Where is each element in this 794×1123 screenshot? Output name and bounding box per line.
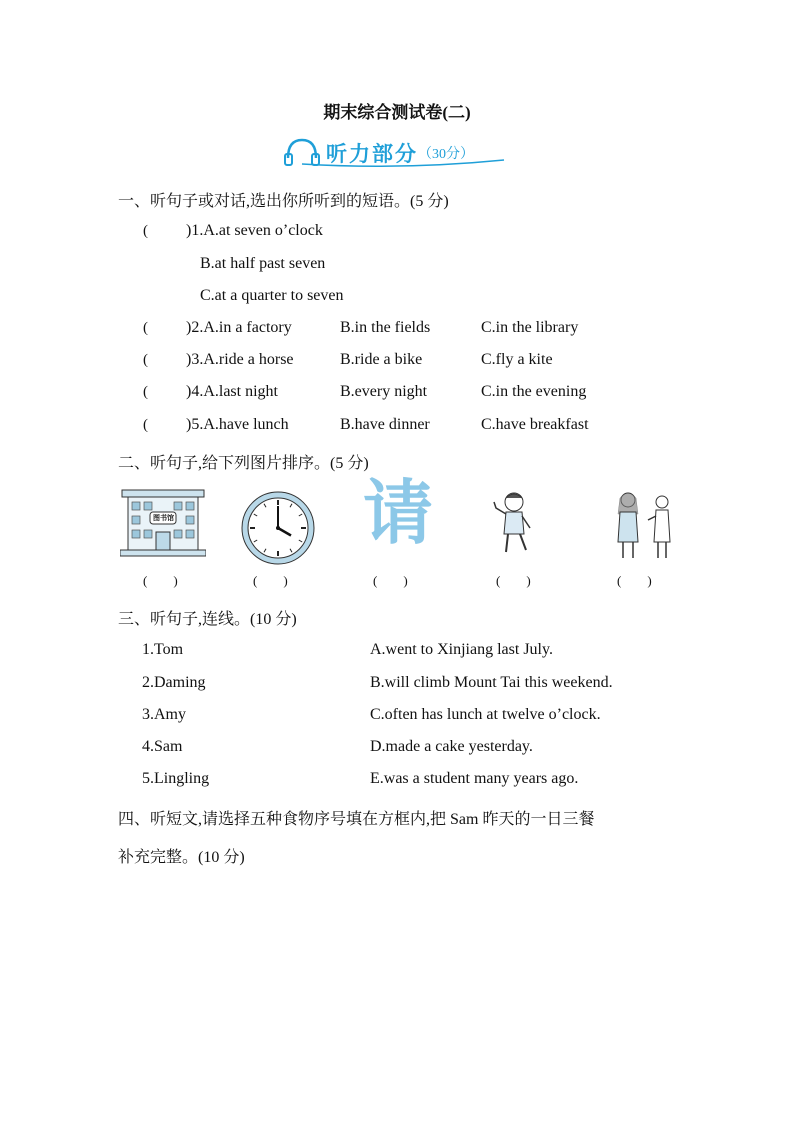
match-right-item[interactable]: E.was a student many years ago. bbox=[370, 770, 579, 787]
q2-option-c: C.in the library bbox=[481, 319, 579, 336]
answer-paren[interactable]: ( bbox=[143, 223, 148, 239]
page-title: 期末综合测试卷(二) bbox=[323, 103, 471, 122]
q3-option-c: C.fly a kite bbox=[481, 351, 553, 368]
q2-option-b: B.in the fields bbox=[340, 319, 431, 336]
order-blank-5[interactable]: ( ) bbox=[617, 573, 652, 588]
banner-title: 听力部分 bbox=[326, 142, 418, 166]
match-left-item[interactable]: 3.Amy bbox=[142, 706, 186, 723]
section2-heading: 二、听句子,给下列图片排序。(5 分) bbox=[118, 455, 369, 472]
answer-paren[interactable]: ( bbox=[143, 320, 148, 336]
section4-heading-line2: 补充完整。(10 分) bbox=[118, 849, 245, 866]
listening-banner bbox=[282, 134, 512, 168]
answer-paren[interactable]: ( bbox=[143, 352, 148, 368]
order-blank-4[interactable]: ( ) bbox=[496, 573, 531, 588]
q4-option-a: )4.A.last night bbox=[186, 383, 278, 400]
section4-heading-line1: 四、听短文,请选择五种食物序号填在方框内,把 Sam 昨天的一日三餐 bbox=[118, 811, 595, 828]
match-left-item[interactable]: 2.Daming bbox=[142, 674, 206, 691]
clock-picture bbox=[240, 490, 316, 566]
match-right-item[interactable]: A.went to Xinjiang last July. bbox=[370, 641, 553, 658]
two-girls-picture bbox=[612, 488, 678, 564]
q3-option-b: B.ride a bike bbox=[340, 351, 423, 368]
boy-waving-picture bbox=[492, 488, 540, 560]
answer-paren[interactable]: ( bbox=[143, 384, 148, 400]
q1-option-c: C.at a quarter to seven bbox=[200, 287, 344, 304]
match-right-item[interactable]: C.often has lunch at twelve o’clock. bbox=[370, 706, 601, 723]
match-left-item[interactable]: 4.Sam bbox=[142, 738, 183, 755]
q5-option-b: B.have dinner bbox=[340, 416, 430, 433]
please-character-picture: 请 bbox=[363, 472, 433, 554]
library-picture bbox=[120, 488, 206, 560]
answer-paren[interactable]: ( bbox=[143, 417, 148, 433]
section1-heading: 一、听句子或对话,选出你所听到的短语。(5 分) bbox=[118, 193, 449, 210]
banner-score: （30分） bbox=[418, 147, 474, 162]
q1-option-a: )1.A.at seven o’clock bbox=[186, 222, 323, 239]
q3-option-a: )3.A.ride a horse bbox=[186, 351, 294, 368]
match-left-item[interactable]: 1.Tom bbox=[142, 641, 184, 658]
section3-heading: 三、听句子,连线。(10 分) bbox=[118, 611, 297, 628]
q4-option-b: B.every night bbox=[340, 383, 428, 400]
q1-option-b: B.at half past seven bbox=[200, 255, 326, 272]
match-right-item[interactable]: B.will climb Mount Tai this weekend. bbox=[370, 674, 613, 691]
library-sign: 图书馆 bbox=[153, 514, 174, 522]
match-left-item[interactable]: 5.Lingling bbox=[142, 770, 210, 787]
q5-option-c: C.have breakfast bbox=[481, 416, 589, 433]
order-blank-1[interactable]: ( ) bbox=[143, 573, 178, 588]
q4-option-c: C.in the evening bbox=[481, 383, 587, 400]
match-right-item[interactable]: D.made a cake yesterday. bbox=[370, 738, 533, 755]
order-blank-2[interactable]: ( ) bbox=[253, 573, 288, 588]
order-blank-3[interactable]: ( ) bbox=[373, 573, 408, 588]
q2-option-a: )2.A.in a factory bbox=[186, 319, 292, 336]
q5-option-a: )5.A.have lunch bbox=[186, 416, 289, 433]
